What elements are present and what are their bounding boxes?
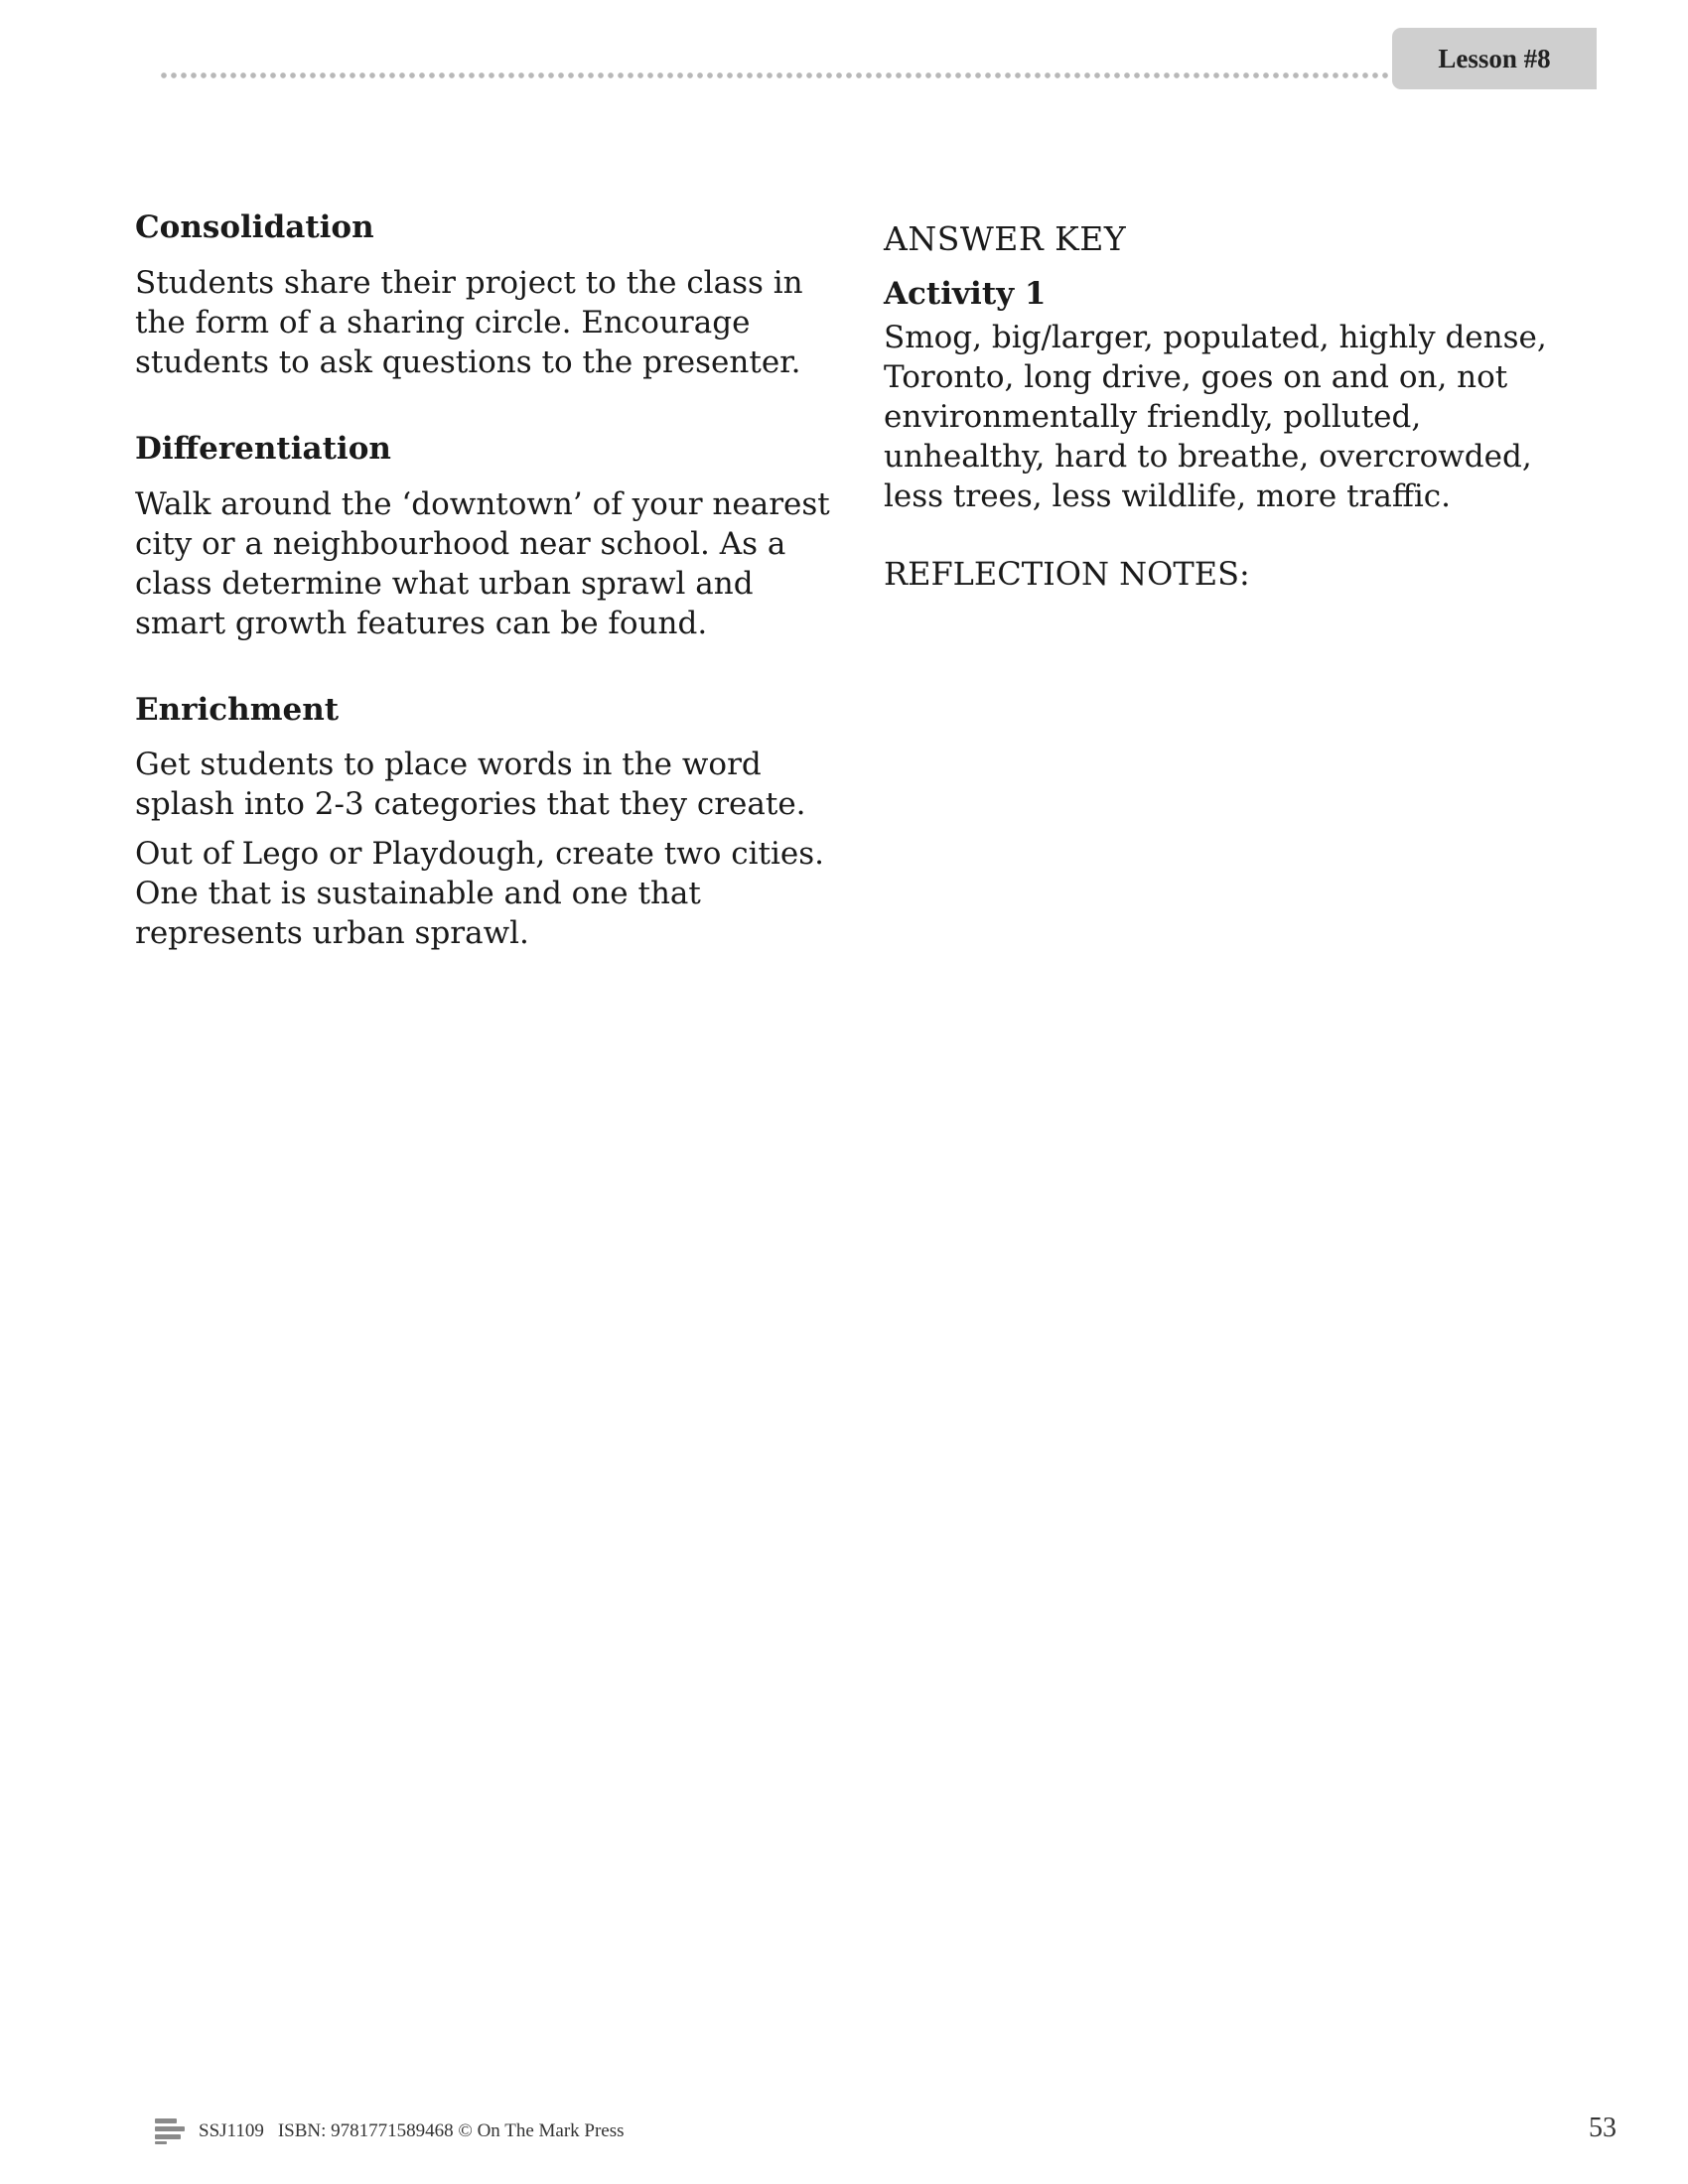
dotted-header-rule: [159, 71, 1390, 79]
enrichment-section: [135, 691, 830, 954]
footer: [155, 2115, 625, 2148]
consolidation-text: Students share their project to the class in the form of a sharing circle. Encourage students to ask questions to the presenter.: [135, 264, 803, 380]
answer-key-heading: ANSWER KEY: [884, 219, 1127, 258]
consolidation-heading: Consolidation: [135, 209, 374, 245]
reflection-notes-heading: REFLECTION NOTES:: [884, 555, 1250, 593]
consolidation-section: [135, 208, 830, 382]
activity-heading: Activity 1: [884, 276, 1047, 313]
lesson-label: Lesson #8: [1438, 43, 1551, 73]
left-column: [135, 208, 830, 1001]
enrichment-text-2: Out of Lego or Playdough, create two cities. One that is sustainable and one that represents urban sprawl.: [135, 836, 825, 952]
enrichment-heading: Enrichment: [135, 691, 340, 728]
lesson-tab: [1392, 28, 1597, 89]
product-code: SSJ1109: [199, 2120, 264, 2141]
page-number: 53: [1589, 2113, 1617, 2143]
differentiation-text: Walk around the ‘downtown’ of your nearest city or a neighbourhood near school. As a class determine what urban sprawl and smart growth features can be found.: [135, 485, 830, 641]
enrichment-text-1: Get students to place words in the word splash into 2-3 categories that they create.: [135, 747, 806, 823]
differentiation-section: [135, 430, 830, 643]
isbn-copyright: ISBN: 9781771589468 © On The Mark Press: [277, 2120, 625, 2141]
activity-answer-text: Smog, big/larger, populated, highly dense, Toronto, long drive, goes on and on, not environmentally friendly, polluted, unhealthy, hard to breathe, overcrowded, less trees, less wildlife, more traffic.: [884, 320, 1547, 514]
right-column: [884, 208, 1559, 610]
publisher-logo-icon: [155, 2118, 185, 2144]
differentiation-heading: Differentiation: [135, 430, 391, 467]
